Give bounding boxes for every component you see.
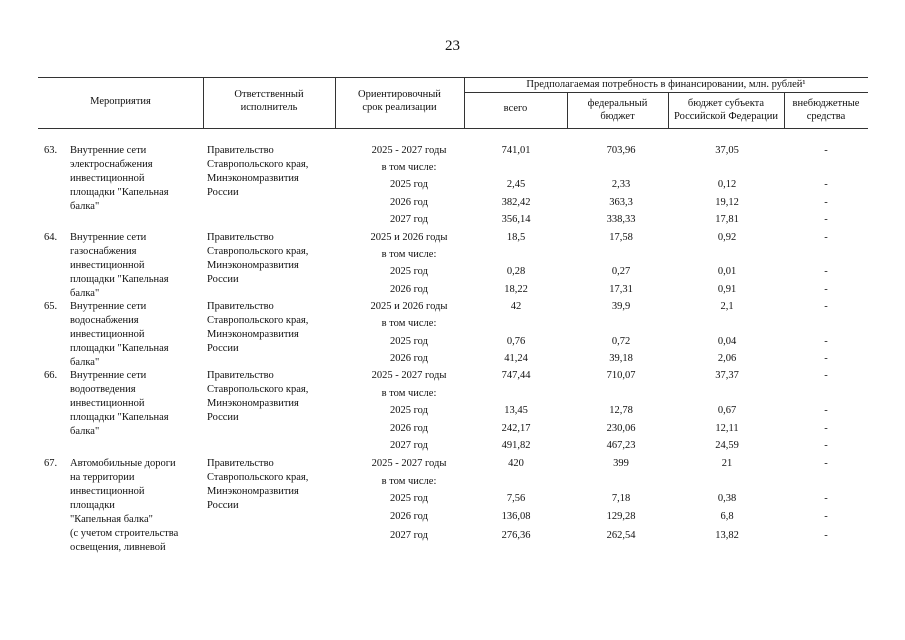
term-cell: 2026 год bbox=[390, 511, 428, 522]
regional-cell: 0,38 bbox=[717, 493, 737, 504]
event-name-line: площадки "Капельная bbox=[70, 343, 169, 354]
event-name-line: площадки bbox=[70, 500, 115, 511]
event-name-line: инвестиционной bbox=[70, 173, 145, 184]
event-name-line: инвестиционной bbox=[70, 329, 145, 340]
header-term: Ориентировочный срок реализации bbox=[358, 89, 441, 113]
responsible-line: Ставропольского края, bbox=[207, 315, 309, 326]
event-name-line: балка" bbox=[70, 357, 100, 368]
responsible-line: России bbox=[207, 274, 239, 285]
regional-cell: 0,01 bbox=[717, 266, 737, 277]
total-cell: 18,22 bbox=[504, 284, 528, 295]
extra-cell: - bbox=[824, 423, 828, 434]
term-cell: в том числе: bbox=[381, 476, 437, 487]
event-name-line: площадки "Капельная bbox=[70, 187, 169, 198]
regional-cell: 0,92 bbox=[717, 232, 737, 243]
event-name-line: Внутренние сети bbox=[70, 370, 147, 381]
total-cell: 7,56 bbox=[506, 493, 526, 504]
event-name-line: балка" bbox=[70, 426, 100, 437]
total-cell: 13,45 bbox=[504, 405, 528, 416]
event-name-line: на территории bbox=[70, 472, 135, 483]
federal-cell: 703,96 bbox=[606, 145, 636, 156]
header-financing: Предполагаемая потребность в финансировании, млн. рублей¹ bbox=[526, 79, 806, 90]
regional-cell: 13,82 bbox=[715, 530, 739, 541]
term-cell: 2025 - 2027 годы bbox=[371, 145, 447, 156]
event-name-line: водоснабжения bbox=[70, 315, 139, 326]
federal-cell: 129,28 bbox=[606, 511, 636, 522]
responsible-line: Правительство bbox=[207, 370, 274, 381]
extra-cell: - bbox=[824, 179, 828, 190]
term-cell: 2025 год bbox=[390, 493, 428, 504]
term-cell: 2025 год bbox=[390, 179, 428, 190]
term-cell: 2025 - 2027 годы bbox=[371, 370, 447, 381]
header-extra: внебюджетные средства bbox=[792, 98, 860, 122]
extra-cell: - bbox=[824, 493, 828, 504]
regional-cell: 0,67 bbox=[717, 405, 737, 416]
regional-cell: 2,1 bbox=[720, 301, 734, 312]
term-cell: 2025 - 2027 годы bbox=[371, 458, 447, 469]
total-cell: 382,42 bbox=[501, 197, 531, 208]
event-name-line: инвестиционной bbox=[70, 398, 145, 409]
total-cell: 276,36 bbox=[501, 530, 531, 541]
total-cell: 42 bbox=[510, 301, 522, 312]
event-name-line: электроснабжения bbox=[70, 159, 153, 170]
extra-cell: - bbox=[824, 301, 828, 312]
federal-cell: 0,27 bbox=[611, 266, 631, 277]
extra-cell: - bbox=[824, 458, 828, 469]
term-cell: в том числе: bbox=[381, 388, 437, 399]
responsible-line: Минэкономразвития bbox=[207, 398, 299, 409]
row-number: 67. bbox=[44, 458, 58, 469]
row-number: 63. bbox=[44, 145, 58, 156]
extra-cell: - bbox=[824, 530, 828, 541]
responsible-line: Минэкономразвития bbox=[207, 173, 299, 184]
responsible-line: Минэкономразвития bbox=[207, 329, 299, 340]
federal-cell: 710,07 bbox=[606, 370, 636, 381]
responsible-line: Правительство bbox=[207, 232, 274, 243]
regional-cell: 0,12 bbox=[717, 179, 737, 190]
header-responsible: Ответственный исполнитель bbox=[234, 89, 304, 113]
term-cell: 2025 и 2026 годы bbox=[370, 301, 448, 312]
event-name-line: балка" bbox=[70, 201, 100, 212]
event-name-line: площадки "Капельная bbox=[70, 412, 169, 423]
term-cell: 2026 год bbox=[390, 197, 428, 208]
regional-cell: 17,81 bbox=[715, 214, 739, 225]
responsible-line: России bbox=[207, 500, 239, 511]
extra-cell: - bbox=[824, 232, 828, 243]
term-cell: в том числе: bbox=[381, 249, 437, 260]
total-cell: 0,28 bbox=[506, 266, 526, 277]
extra-cell: - bbox=[824, 284, 828, 295]
total-cell: 420 bbox=[508, 458, 524, 469]
event-name-line: газоснабжения bbox=[70, 246, 137, 257]
term-cell: в том числе: bbox=[381, 318, 437, 329]
responsible-line: Минэкономразвития bbox=[207, 486, 299, 497]
federal-cell: 12,78 bbox=[609, 405, 633, 416]
responsible-line: Правительство bbox=[207, 145, 274, 156]
total-cell: 0,76 bbox=[506, 336, 526, 347]
extra-cell: - bbox=[824, 266, 828, 277]
header-bottom-border bbox=[38, 128, 868, 129]
term-cell: 2027 год bbox=[390, 530, 428, 541]
row-number: 66. bbox=[44, 370, 58, 381]
total-cell: 242,17 bbox=[501, 423, 531, 434]
event-name-line: Внутренние сети bbox=[70, 145, 147, 156]
responsible-line: Ставропольского края, bbox=[207, 246, 309, 257]
regional-cell: 37,37 bbox=[715, 370, 739, 381]
header-federal: федеральный бюджет bbox=[587, 98, 648, 122]
term-cell: 2026 год bbox=[390, 284, 428, 295]
event-name-line: балка" bbox=[70, 288, 100, 299]
regional-cell: 0,04 bbox=[717, 336, 737, 347]
responsible-line: Ставропольского края, bbox=[207, 472, 309, 483]
federal-cell: 7,18 bbox=[611, 493, 631, 504]
term-cell: 2026 год bbox=[390, 423, 428, 434]
event-name-line: (с учетом строительства bbox=[70, 528, 179, 539]
federal-cell: 338,33 bbox=[606, 214, 636, 225]
regional-cell: 19,12 bbox=[715, 197, 739, 208]
event-name-line: инвестиционной bbox=[70, 486, 145, 497]
regional-cell: 12,11 bbox=[715, 423, 739, 434]
regional-cell: 2,06 bbox=[717, 353, 737, 364]
header-regional: бюджет субъекта Российской Федерации bbox=[674, 98, 778, 122]
federal-cell: 262,54 bbox=[606, 530, 636, 541]
term-cell: 2027 год bbox=[390, 214, 428, 225]
term-cell: 2025 и 2026 годы bbox=[370, 232, 448, 243]
federal-cell: 17,58 bbox=[609, 232, 633, 243]
term-cell: 2025 год bbox=[390, 336, 428, 347]
extra-cell: - bbox=[824, 440, 828, 451]
term-cell: 2025 год bbox=[390, 405, 428, 416]
total-cell: 747,44 bbox=[501, 370, 531, 381]
federal-cell: 230,06 bbox=[606, 423, 636, 434]
total-cell: 136,08 bbox=[501, 511, 531, 522]
federal-cell: 39,9 bbox=[611, 301, 631, 312]
event-name-line: инвестиционной bbox=[70, 260, 145, 271]
row-number: 64. bbox=[44, 232, 58, 243]
extra-cell: - bbox=[824, 353, 828, 364]
extra-cell: - bbox=[824, 336, 828, 347]
responsible-line: России bbox=[207, 343, 239, 354]
term-cell: в том числе: bbox=[381, 162, 437, 173]
federal-cell: 17,31 bbox=[609, 284, 633, 295]
federal-cell: 0,72 bbox=[611, 336, 631, 347]
event-name-line: площадки "Капельная bbox=[70, 274, 169, 285]
event-name-line: Внутренние сети bbox=[70, 232, 147, 243]
page-number: 23 bbox=[445, 38, 460, 54]
regional-cell: 0,91 bbox=[717, 284, 737, 295]
event-name-line: Автомобильные дороги bbox=[70, 458, 176, 469]
regional-cell: 24,59 bbox=[715, 440, 739, 451]
event-name-line: водоотведения bbox=[70, 384, 136, 395]
federal-cell: 2,33 bbox=[611, 179, 631, 190]
regional-cell: 21 bbox=[721, 458, 733, 469]
header-events: Мероприятия bbox=[90, 96, 151, 107]
regional-cell: 37,05 bbox=[715, 145, 739, 156]
responsible-line: Ставропольского края, bbox=[207, 384, 309, 395]
extra-cell: - bbox=[824, 511, 828, 522]
extra-cell: - bbox=[824, 214, 828, 225]
responsible-line: Минэкономразвития bbox=[207, 260, 299, 271]
responsible-line: Правительство bbox=[207, 301, 274, 312]
responsible-line: России bbox=[207, 412, 239, 423]
extra-cell: - bbox=[824, 197, 828, 208]
term-cell: 2026 год bbox=[390, 353, 428, 364]
federal-cell: 467,23 bbox=[606, 440, 636, 451]
federal-cell: 39,18 bbox=[609, 353, 633, 364]
total-cell: 491,82 bbox=[501, 440, 531, 451]
total-cell: 741,01 bbox=[501, 145, 531, 156]
term-cell: 2027 год bbox=[390, 440, 428, 451]
event-name-line: "Капельная балка" bbox=[70, 514, 153, 525]
total-cell: 356,14 bbox=[501, 214, 531, 225]
responsible-line: России bbox=[207, 187, 239, 198]
term-cell: 2025 год bbox=[390, 266, 428, 277]
event-name-line: Внутренние сети bbox=[70, 301, 147, 312]
event-name-line: освещения, ливневой bbox=[70, 542, 166, 553]
federal-cell: 363,3 bbox=[609, 197, 633, 208]
extra-cell: - bbox=[824, 405, 828, 416]
total-cell: 18,5 bbox=[506, 232, 526, 243]
extra-cell: - bbox=[824, 145, 828, 156]
responsible-line: Правительство bbox=[207, 458, 274, 469]
extra-cell: - bbox=[824, 370, 828, 381]
regional-cell: 6,8 bbox=[720, 511, 734, 522]
financing-header-divider bbox=[464, 92, 868, 93]
row-number: 65. bbox=[44, 301, 58, 312]
federal-cell: 399 bbox=[613, 458, 629, 469]
responsible-line: Ставропольского края, bbox=[207, 159, 309, 170]
total-cell: 41,24 bbox=[504, 353, 528, 364]
header-total: всего bbox=[503, 103, 528, 114]
total-cell: 2,45 bbox=[506, 179, 526, 190]
